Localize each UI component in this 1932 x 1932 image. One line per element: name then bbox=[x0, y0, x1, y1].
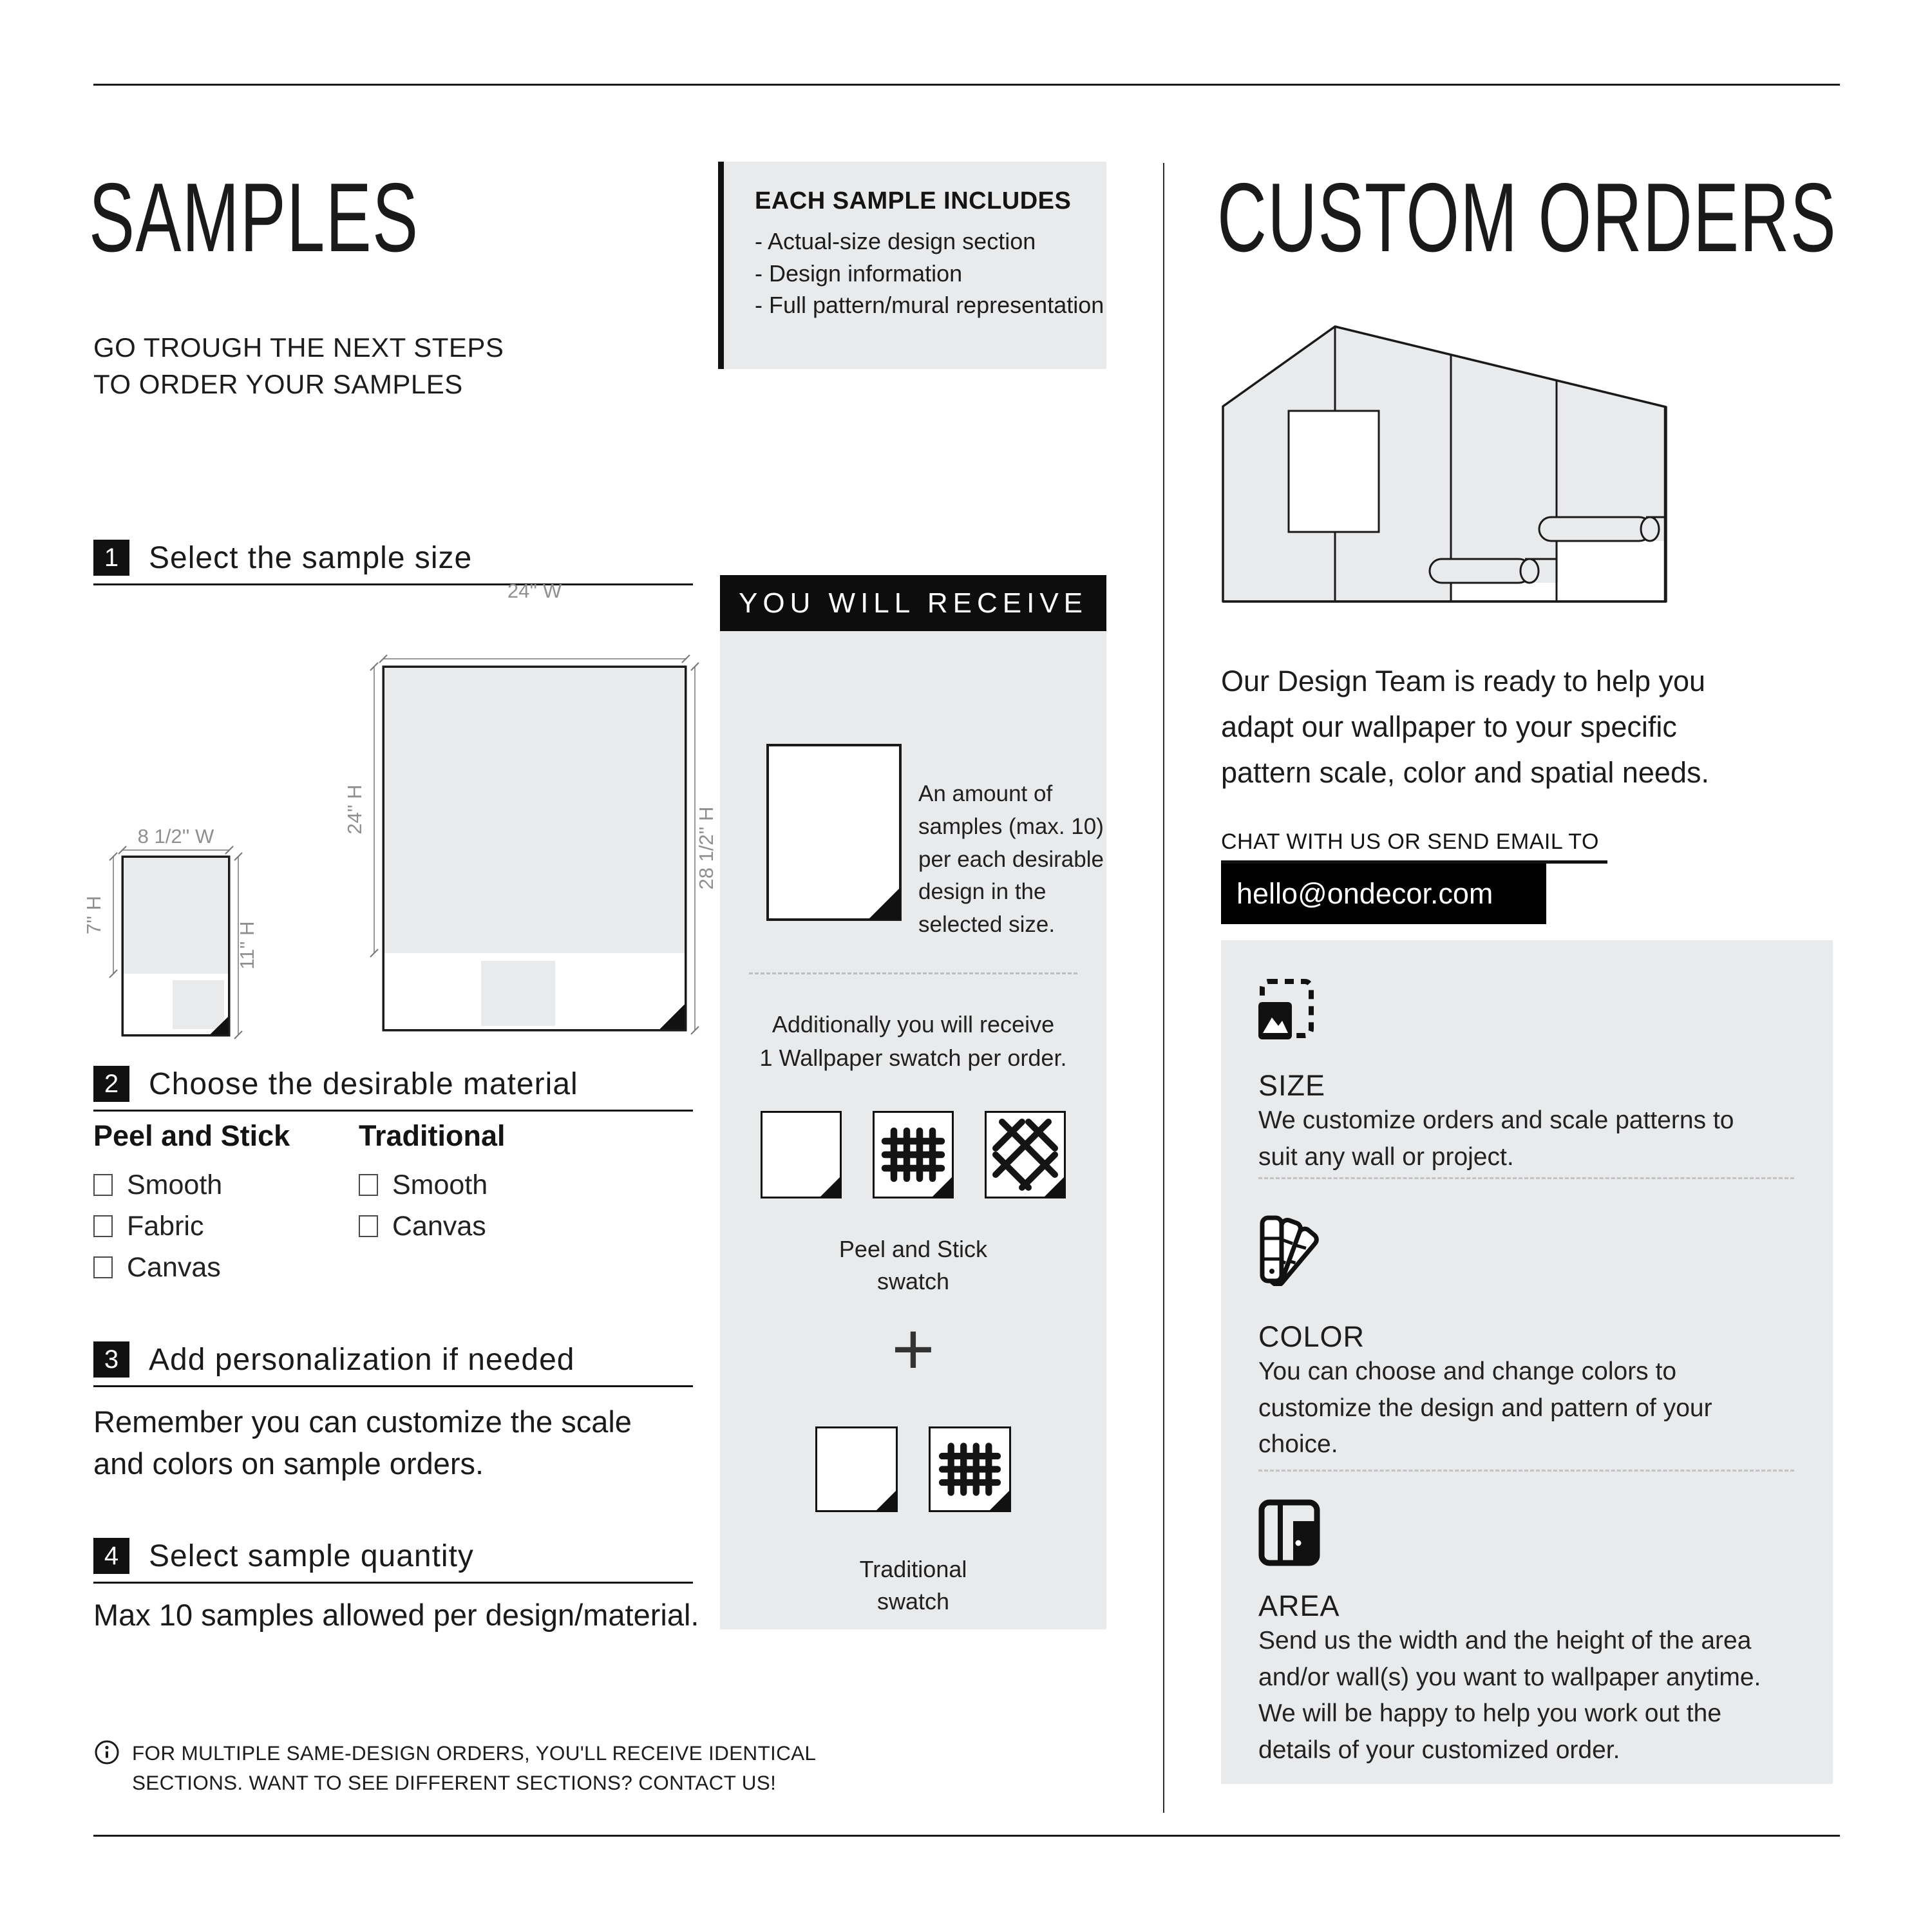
samples-title: SAMPLES bbox=[89, 163, 419, 272]
receive-additional-text bbox=[720, 1008, 1106, 1075]
feature-color-text: You can choose and change colors to customize the design and pattern of your choice. bbox=[1258, 1358, 1712, 1459]
large-sample-size-diagram bbox=[343, 567, 734, 1066]
material-option-label: Canvas bbox=[127, 1251, 221, 1283]
wall-door-icon bbox=[1258, 1499, 1320, 1566]
you-will-receive-header: YOU WILL RECEIVE bbox=[720, 575, 1106, 631]
peel-swatch-caption bbox=[720, 1233, 1106, 1298]
peel-caption-line1: Peel and Stick bbox=[838, 1236, 988, 1262]
grid-swatch bbox=[873, 1111, 954, 1198]
step-1-number-badge: 1 bbox=[93, 540, 129, 576]
includes-item: - Design information bbox=[755, 258, 1106, 290]
checkbox-traditional-smooth[interactable] bbox=[359, 1174, 378, 1196]
includes-title: EACH SAMPLE INCLUDES bbox=[755, 187, 1072, 214]
dashed-divider bbox=[749, 972, 1077, 974]
crosshatch-swatch bbox=[985, 1111, 1066, 1198]
step-3-label: Add personalization if needed bbox=[149, 1342, 575, 1377]
info-icon bbox=[93, 1739, 120, 1766]
checkbox-peel-smooth[interactable] bbox=[93, 1174, 113, 1196]
custom-features-panel bbox=[1221, 940, 1833, 1784]
custom-intro-text: Our Design Team is ready to help you adapt our wallpaper to your specific pattern scale, color and spatial needs. bbox=[1221, 665, 1709, 790]
receive-amount-text: An amount of samples (max. 10) per each desirable design in the selected size. bbox=[918, 781, 1104, 937]
peel-caption-line2: swatch bbox=[876, 1268, 950, 1295]
footnote bbox=[93, 1739, 816, 1798]
house-wallpaper-illustration bbox=[1221, 324, 1668, 603]
checkbox-peel-canvas[interactable] bbox=[93, 1256, 113, 1278]
additional-line2: 1 Wallpaper swatch per order. bbox=[759, 1045, 1067, 1072]
grid-pattern-icon bbox=[931, 1428, 1009, 1510]
footnote-text bbox=[132, 1739, 816, 1798]
dashed-divider bbox=[1258, 1470, 1794, 1472]
material-option-label: Smooth bbox=[392, 1169, 488, 1200]
crop-image-icon bbox=[1258, 978, 1315, 1039]
traditional-swatch-caption bbox=[720, 1553, 1106, 1618]
small-inner-height-label: 7'' H bbox=[82, 895, 105, 935]
material-option-label: Smooth bbox=[127, 1169, 223, 1200]
crosshatch-pattern-icon bbox=[987, 1113, 1064, 1197]
footnote-line1: FOR MULTIPLE SAME-DESIGN ORDERS, YOU'LL RECEIVE IDENTICAL bbox=[132, 1741, 817, 1765]
you-will-receive-panel bbox=[720, 631, 1106, 1629]
material-option-row bbox=[359, 1171, 506, 1199]
custom-orders-title: CUSTOM ORDERS bbox=[1217, 163, 1837, 272]
step-3-number-badge: 3 bbox=[93, 1341, 129, 1378]
wallpaper-roll bbox=[1539, 517, 1665, 541]
each-sample-includes-box bbox=[718, 162, 1106, 369]
dashed-divider bbox=[1258, 1177, 1794, 1179]
materials-traditional bbox=[359, 1119, 506, 1253]
chat-label: CHAT WITH US OR SEND EMAIL TO bbox=[1221, 829, 1599, 854]
plain-swatch bbox=[815, 1426, 898, 1512]
step-3-header bbox=[93, 1341, 693, 1387]
large-outer-height-label: 28 1/2'' H bbox=[695, 806, 717, 890]
small-sample-size-diagram bbox=[82, 825, 259, 1064]
material-option-label: Fabric bbox=[127, 1210, 204, 1242]
step-4-number-badge: 4 bbox=[93, 1538, 129, 1574]
material-option-row bbox=[93, 1212, 290, 1240]
step-4-header bbox=[93, 1538, 693, 1584]
footnote-line2: SECTIONS. WANT TO SEE DIFFERENT SECTIONS? CONTACT US! bbox=[132, 1770, 777, 1794]
plus-sign: + bbox=[891, 1308, 935, 1390]
column-divider bbox=[1163, 163, 1164, 1813]
includes-item: - Full pattern/mural representation bbox=[755, 289, 1106, 321]
feature-size-title: SIZE bbox=[1258, 1069, 1326, 1102]
large-width-label: 24'' W bbox=[507, 580, 562, 602]
feature-size-text: We customize orders and scale patterns to suit any wall or project. bbox=[1258, 1106, 1734, 1171]
step-1-label: Select the sample size bbox=[149, 540, 473, 575]
material-option-row bbox=[93, 1253, 290, 1282]
window bbox=[1289, 411, 1379, 532]
step-2-number-badge: 2 bbox=[93, 1066, 129, 1102]
step-2-label: Choose the desirable material bbox=[149, 1066, 578, 1101]
peel-swatch-row bbox=[720, 1111, 1106, 1198]
feature-area-title: AREA bbox=[1258, 1589, 1340, 1622]
materials-peel-and-stick bbox=[93, 1119, 290, 1294]
feature-area-text: Send us the width and the height of the area and/or wall(s) you want to wallpaper anytime. We will be happy to help you work out the details of your customized order. bbox=[1258, 1627, 1761, 1764]
additional-line1: Additionally you will receive bbox=[772, 1011, 1055, 1037]
samples-subtitle-line2: TO ORDER YOUR SAMPLES bbox=[93, 368, 463, 399]
plain-swatch bbox=[761, 1111, 842, 1198]
includes-item: - Actual-size design section bbox=[755, 225, 1106, 258]
email-block bbox=[1221, 860, 1607, 924]
bottom-rule bbox=[93, 1835, 1840, 1837]
large-inner-height-label: 24'' H bbox=[343, 784, 366, 835]
small-width-label: 8 1/2'' W bbox=[137, 825, 214, 848]
samples-subtitle bbox=[93, 330, 504, 402]
material-option-row bbox=[93, 1171, 290, 1199]
color-swatches-icon bbox=[1258, 1214, 1325, 1286]
email-address[interactable]: hello@ondecor.com bbox=[1221, 864, 1546, 924]
traditional-caption-line1: Traditional bbox=[859, 1556, 967, 1582]
small-outer-height-label: 11'' H bbox=[236, 921, 258, 970]
step-2-header bbox=[93, 1066, 693, 1112]
step-4-note: Max 10 samples allowed per design/material. bbox=[93, 1598, 699, 1632]
grid-pattern-icon bbox=[875, 1113, 952, 1197]
step-3-note: Remember you can customize the scale and colors on sample orders. bbox=[93, 1405, 632, 1481]
materials-peel-title: Peel and Stick bbox=[93, 1119, 290, 1152]
material-option-label: Canvas bbox=[392, 1210, 486, 1242]
materials-traditional-title: Traditional bbox=[359, 1119, 506, 1152]
samples-subtitle-line1: GO TROUGH THE NEXT STEPS bbox=[93, 332, 504, 363]
feature-color-title: COLOR bbox=[1258, 1320, 1365, 1353]
checkbox-traditional-canvas[interactable] bbox=[359, 1215, 378, 1237]
top-rule bbox=[93, 84, 1840, 86]
traditional-swatch-row bbox=[720, 1426, 1106, 1512]
material-option-row bbox=[359, 1212, 506, 1240]
traditional-caption-line2: swatch bbox=[876, 1588, 950, 1615]
sample-sheet-icon bbox=[766, 744, 902, 921]
checkbox-peel-fabric[interactable] bbox=[93, 1215, 113, 1237]
grid-swatch bbox=[929, 1426, 1011, 1512]
step-4-label: Select sample quantity bbox=[149, 1539, 474, 1573]
